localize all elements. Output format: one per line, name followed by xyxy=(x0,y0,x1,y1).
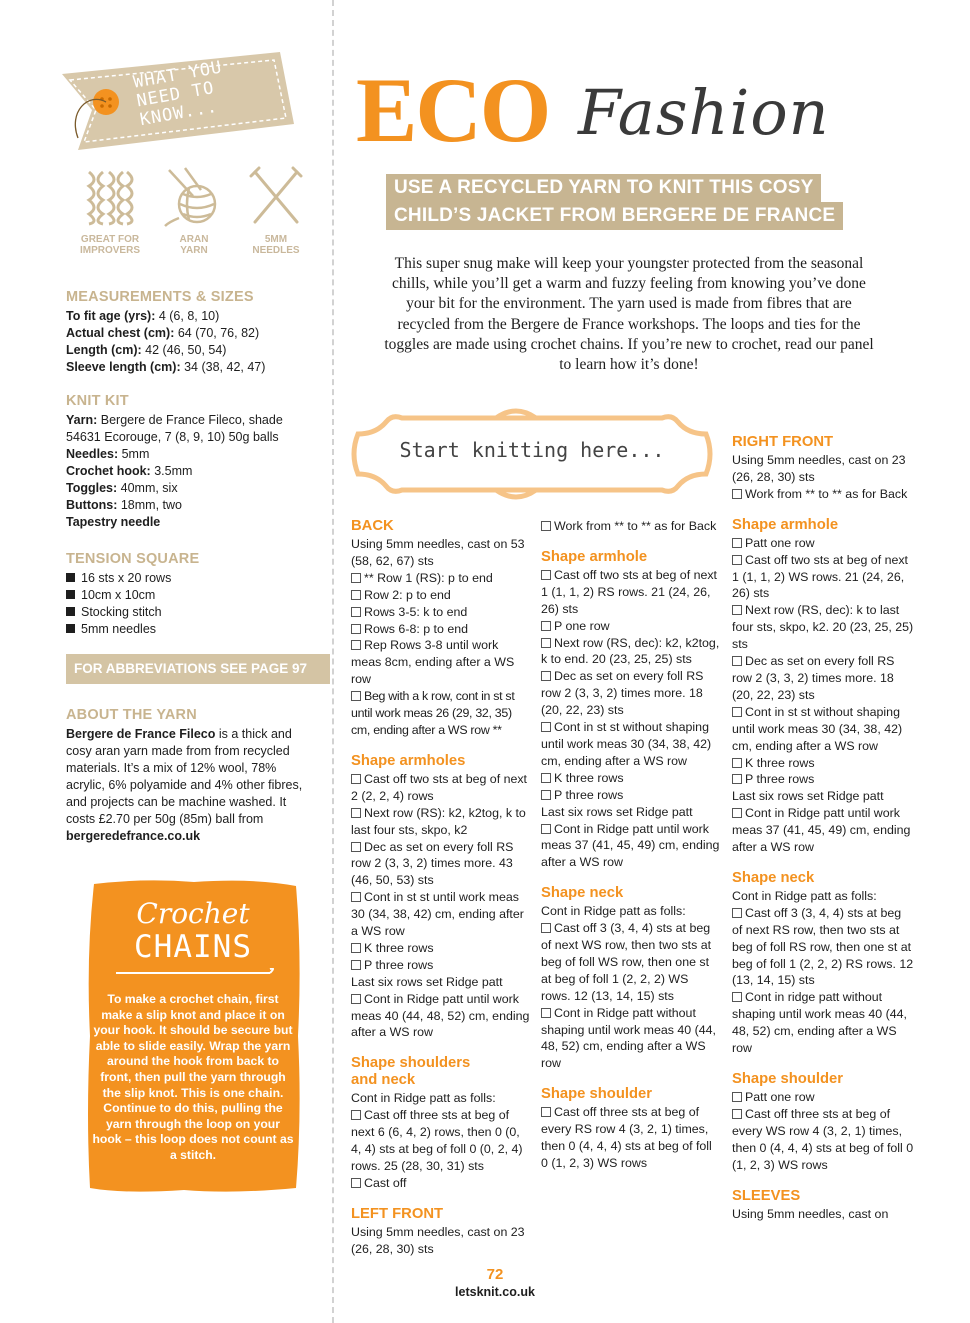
checkbox[interactable] xyxy=(351,892,361,902)
instruction-row: Dec as set on every foll RS row 2 (3, 3, 2) times more. 18 (20, 22, 23) sts xyxy=(732,654,895,702)
yarn-ball-icon xyxy=(163,166,225,228)
checkbox[interactable] xyxy=(351,842,361,852)
kit-row: Toggles: 40mm, six xyxy=(66,481,178,495)
start-knitting-label: Start knitting here... xyxy=(399,438,665,462)
section-heading: Shape shoulders and neck xyxy=(351,1055,471,1089)
checkbox[interactable] xyxy=(351,1178,361,1188)
kit-row: Crochet hook: 3.5mm xyxy=(66,464,193,478)
instruction-row: Cast off 3 (3, 4, 4) sts at beg of next WS row, then two sts at beg of foll WS row, then one st at beg of foll 1 (2, 2, 2) WS rows. 12 (13, 14, 15) sts xyxy=(541,921,712,1003)
checkbox[interactable] xyxy=(732,605,742,615)
instruction-row: K three rows xyxy=(541,770,721,787)
pattern-column-3 xyxy=(732,434,914,1222)
instruction-row: K three rows xyxy=(732,755,914,772)
yarn-link[interactable]: bergeredefrance.co.uk xyxy=(66,829,201,843)
instruction-row: Next row (RS, dec): k2, k2tog, k to end. 20 (23, 25, 25) sts xyxy=(541,635,720,667)
page-number: 72 xyxy=(486,1266,504,1283)
crochet-title-caps: CHAINS xyxy=(134,929,252,965)
instruction-row: Cont in ridge patt without shaping until work meas 40 (44, 48, 52) cm, ending after a WS row xyxy=(732,990,907,1056)
section-heading: Shape shoulder xyxy=(732,1071,843,1087)
instruction-text: Cont in Ridge patt as folls: xyxy=(541,904,686,919)
instruction-row: P three rows xyxy=(351,957,531,974)
needles-icon xyxy=(245,166,307,228)
section-heading: Shape neck xyxy=(732,869,815,886)
icon-label: NEEDLES xyxy=(252,245,300,256)
column-divider xyxy=(332,0,334,1323)
checkbox[interactable] xyxy=(541,671,551,681)
checkbox[interactable] xyxy=(351,994,361,1004)
instruction-text: Cont in Ridge patt as folls: xyxy=(351,1091,496,1106)
instruction-row: Rows 6-8: p to end xyxy=(351,621,531,638)
checkbox[interactable] xyxy=(541,722,551,732)
section-heading: Shape armholes xyxy=(351,752,466,769)
instruction-text: Using 5mm needles, cast on xyxy=(732,1206,889,1221)
section-heading: Shape neck xyxy=(541,885,624,902)
instruction-text: Last six rows set Ridge patt xyxy=(351,974,503,989)
kit-yarn: Yarn: Bergere de France Fileco, shade 54631 Ecorouge, 7 (8, 9, 10) 50g balls xyxy=(66,413,283,444)
title-eco: ECO xyxy=(356,59,550,161)
checkbox[interactable] xyxy=(541,790,551,800)
instruction-row: Dec as set on every foll RS row 2 (3, 3, 2) times more. 43 (46, 50, 53) sts xyxy=(351,839,514,888)
checkbox[interactable] xyxy=(351,808,361,818)
instruction-row: Patt one row xyxy=(732,1089,914,1106)
checkbox[interactable] xyxy=(351,691,361,701)
knit-kit-section xyxy=(66,393,332,531)
stitch-icon xyxy=(79,166,141,228)
aran-yarn-badge xyxy=(154,166,234,256)
checkbox[interactable] xyxy=(732,758,742,768)
instruction-row: Cast off two sts at beg of next 1 (1, 1, 2) WS rows. 21 (24, 26, 26) sts xyxy=(732,552,909,601)
checkbox[interactable] xyxy=(541,521,551,531)
instruction-row: Patt one row xyxy=(732,535,914,552)
instruction-row: Cont in Ridge patt until work meas 40 (44, 48, 52) cm, ending after a WS row xyxy=(351,991,530,1040)
crochet-title xyxy=(84,898,302,964)
instruction-row: Work from ** to ** as for Back xyxy=(541,518,721,535)
checkbox[interactable] xyxy=(541,638,551,648)
checkbox[interactable] xyxy=(351,1110,361,1120)
checkbox[interactable] xyxy=(541,824,551,834)
checkbox[interactable] xyxy=(351,943,361,953)
page-footer xyxy=(420,1266,570,1300)
measurement-row: Sleeve length (cm): 34 (38, 42, 47) xyxy=(66,360,266,374)
instruction-row: Rows 3-5: k to end xyxy=(351,604,531,621)
section-heading: BACK xyxy=(351,518,394,534)
tension-item: 16 sts x 20 rows xyxy=(66,570,332,587)
icon-label: ARAN xyxy=(179,234,209,245)
improvers-badge xyxy=(70,166,150,256)
pattern-column-2 xyxy=(541,518,721,1172)
checkbox[interactable] xyxy=(732,808,742,818)
tension-section xyxy=(66,551,332,638)
instruction-row: Next row (RS): k2, k2tog, k to last four sts, skpo, k2 xyxy=(351,805,526,837)
instruction-row: Cast off two sts at beg of next 1 (1, 1, 2) RS rows. 21 (24, 26, 26) sts xyxy=(541,567,718,616)
about-yarn-section xyxy=(66,707,306,845)
instruction-row: ** Row 1 (RS): p to end xyxy=(351,570,531,587)
measurements-section xyxy=(66,289,332,376)
section-heading: MEASUREMENTS & SIZES xyxy=(66,289,254,305)
instruction-row: Rep Rows 3-8 until work meas 8cm, ending after a WS row xyxy=(351,638,515,687)
checkbox[interactable] xyxy=(732,538,742,548)
tension-item: Stocking stitch xyxy=(66,604,332,621)
crochet-title-script: Crochet xyxy=(136,897,250,930)
instruction-text: Using 5mm needles, cast on 53 (58, 62, 67) sts xyxy=(351,537,525,568)
checkbox[interactable] xyxy=(541,570,551,580)
instruction-row: Cont in st st without shaping until work meas 30 (34, 38, 42) cm, ending after a WS row xyxy=(541,720,712,768)
icon-label: 5MM xyxy=(264,234,288,245)
instruction-row: Next row (RS, dec): k to last four sts, skpo, k2. 20 (23, 25, 25) sts xyxy=(732,603,914,652)
instruction-row: Cont in Ridge patt until work meas 37 (41, 45, 49) cm, ending after a WS row xyxy=(732,806,911,855)
skill-icons xyxy=(70,166,320,266)
section-heading: RIGHT FRONT xyxy=(732,434,834,450)
kit-row: Buttons: 18mm, two xyxy=(66,498,182,512)
section-heading: Shape armhole xyxy=(541,548,648,565)
checkbox[interactable] xyxy=(351,607,361,617)
measurement-row: Length (cm): 42 (46, 50, 54) xyxy=(66,343,227,357)
instruction-row: Cast off 3 (3, 4, 4) sts at beg of next RS row, then two sts at beg of foll RS row, then one st at beg of foll 1 (2, 2, 2) RS rows. 12 (13, 14, 15) sts xyxy=(732,905,914,988)
instruction-text: Using 5mm needles, cast on 23 (26, 28, 30) sts xyxy=(732,453,906,484)
checkbox[interactable] xyxy=(541,773,551,783)
checkbox[interactable] xyxy=(732,992,742,1002)
title-fashion: Fashion xyxy=(578,76,830,149)
instruction-row: Row 2: p to end xyxy=(351,587,531,604)
checkbox[interactable] xyxy=(732,774,742,784)
instruction-row: Work from ** to ** as for Back xyxy=(732,486,914,503)
instruction-row: Cast off three sts at beg of every RS row 4 (3, 2, 1) times, then 0 (4, 4, 4) sts at beg of foll 0 (1, 2, 3) WS rows xyxy=(541,1105,712,1170)
abbreviations-bar: FOR ABBREVIATIONS SEE PAGE 97 xyxy=(66,654,330,684)
measurement-row: Actual chest (cm): 64 (70, 76, 82) xyxy=(66,326,260,340)
section-heading: LEFT FRONT xyxy=(351,1205,444,1222)
instruction-row: Beg with a k row, cont in st st until work meas 26 (29, 32, 35) cm, ending after a WS row ** xyxy=(351,689,515,737)
checkbox[interactable] xyxy=(732,555,742,565)
subtitle-line-2: CHILD’S JACKET FROM BERGERE DE FRANCE xyxy=(386,202,843,230)
hook-divider-icon xyxy=(108,968,278,978)
instruction-row: Cont in Ridge patt until work meas 37 (41, 45, 49) cm, ending after a WS row xyxy=(541,821,720,870)
checkbox[interactable] xyxy=(351,573,361,583)
instruction-text: Last six rows set Ridge patt xyxy=(732,789,884,804)
icon-label: YARN xyxy=(180,245,208,256)
checkbox[interactable] xyxy=(351,624,361,634)
instruction-row: Cast off three sts at beg of next 6 (6, 4, 2) rows, then 0 (0, 4, 4) sts at beg of foll 0 (0, 2, 4) rows. 25 (28, 30, 31) sts xyxy=(351,1108,523,1173)
instruction-text: Last six rows set Ridge patt xyxy=(541,804,693,819)
checkbox[interactable] xyxy=(351,590,361,600)
icon-label: IMPROVERS xyxy=(79,245,140,256)
checkbox[interactable] xyxy=(351,960,361,970)
instruction-text: Cont in Ridge patt as folls: xyxy=(732,888,877,903)
kit-row: Tapestry needle xyxy=(66,515,161,529)
checkbox[interactable] xyxy=(541,1107,551,1117)
checkbox[interactable] xyxy=(351,774,361,784)
checkbox[interactable] xyxy=(732,1109,742,1119)
kit-row: Needles: 5mm xyxy=(66,447,150,461)
instruction-row: Cast off three sts at beg of every WS row 4 (3, 2, 1) times, then 0 (4, 4, 4) sts at beg of foll 0 (1, 2, 3) WS rows xyxy=(732,1106,914,1172)
section-heading: ABOUT THE YARN xyxy=(66,707,197,723)
instruction-row: Cast off two sts at beg of next 2 (2, 2, 4) rows xyxy=(351,771,528,803)
section-heading: Shape shoulder xyxy=(541,1086,652,1103)
instruction-row: K three rows xyxy=(351,940,531,957)
pattern-column-1 xyxy=(351,518,531,1258)
measurement-row: To fit age (yrs): 4 (6, 8, 10) xyxy=(66,309,220,323)
checkbox[interactable] xyxy=(351,640,361,650)
section-heading: TENSION SQUARE xyxy=(66,551,200,567)
instruction-row: Cast off xyxy=(351,1175,531,1192)
crochet-body-text: To make a crochet chain, first make a slip knot and place it on your hook. It should be secure but able to slide easily. Wrap the yarn around the hook from back to front, then pull the yarn through the slip knot. This is one chain. Continue to do this, pulling the yarn through the loop on your hook – this loop does not count as a stitch. xyxy=(92,992,294,1162)
checkbox[interactable] xyxy=(541,1008,551,1018)
instruction-row: Cont in st st without shaping until work meas 30 (34, 38, 42) cm, ending after a WS row xyxy=(732,704,903,753)
checkbox[interactable] xyxy=(732,707,742,717)
icon-label: GREAT FOR xyxy=(80,234,140,245)
checkbox[interactable] xyxy=(732,1092,742,1102)
needles-badge xyxy=(236,166,316,256)
checkbox[interactable] xyxy=(732,908,742,918)
instruction-text: Using 5mm needles, cast on 23 (26, 28, 30) sts xyxy=(351,1224,525,1256)
section-heading: KNIT KIT xyxy=(66,393,129,409)
section-heading: SLEEVES xyxy=(732,1187,801,1204)
instruction-row: P three rows xyxy=(732,771,914,788)
checkbox[interactable] xyxy=(541,923,551,933)
instruction-row: Dec as set on every foll RS row 2 (3, 3, 2) times more. 18 (20, 22, 23) sts xyxy=(541,669,704,718)
tension-item: 5mm needles xyxy=(66,621,332,638)
checkbox[interactable] xyxy=(732,489,742,499)
about-yarn-text: Bergere de France Fileco is a thick and cosy aran yarn made from from recycled materials. It’s a mix of 12% wool, 78% acrylic, 6% polyamide and 4% other fibres, and projects can be machine washed. It costs £2.70 per 50g (85m) ball from bergeredefrance.co.uk xyxy=(66,727,303,843)
instruction-row: P one row xyxy=(541,618,721,635)
checkbox[interactable] xyxy=(732,656,742,666)
section-heading: Shape armhole xyxy=(732,516,839,533)
site-url[interactable]: letsknit.co.uk xyxy=(455,1285,535,1299)
intro-paragraph: This super snug make will keep your youngster protected from the seasonal chills, while you’ll get a warm and fuzzy feeling from knowing you’ve done your bit for the environment. The yarn used is made from fibres that are recycled from the Bergere de France workshops. The loops and ties for the toggles are made using crochet chains. If you’re new to crochet, read our panel to learn how it’s done! xyxy=(384,255,874,374)
instruction-row: P three rows xyxy=(541,787,721,804)
badge-text: WHAT YOU NEED TO KNOW... xyxy=(131,57,224,131)
checkbox[interactable] xyxy=(541,621,551,631)
instruction-row: Cont in st st until work meas 30 (34, 38, 42) cm, ending after a WS row xyxy=(351,890,524,939)
tension-item: 10cm x 10cm xyxy=(66,587,332,604)
subtitle-line-1: USE A RECYCLED YARN TO KNIT THIS COSY xyxy=(386,174,821,202)
instruction-row: Cont in Ridge patt without shaping until work meas 40 (44, 48, 52) cm, ending after a WS row xyxy=(541,1005,716,1071)
